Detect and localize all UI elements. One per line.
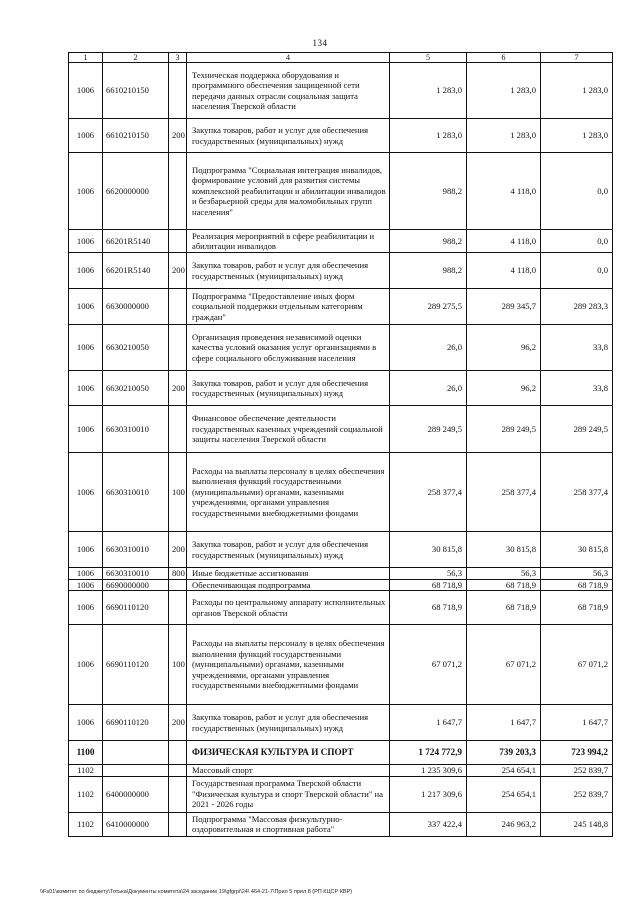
name-cell: Расходы на выплаты персоналу в целях обеспечения выполнения функций государственными (муниципальными) органами, казенными учреждениями, органами управления государственными внебюджетными фондами [187, 453, 390, 532]
amount-cell: 4 118,0 [467, 253, 541, 289]
expense-type-cell: 200 [169, 119, 187, 153]
expense-type-cell [169, 289, 187, 325]
code-cell: 6400000000 [103, 776, 169, 812]
amount-cell: 56,3 [467, 568, 541, 580]
amount-cell: 252 839,7 [541, 776, 613, 812]
code-cell: 6630310010 [103, 532, 169, 568]
amount-cell: 254 654,1 [467, 776, 541, 812]
code-cell: 6620000000 [103, 153, 169, 230]
table-row [69, 741, 613, 765]
code-cell: 66201R5140 [103, 230, 169, 253]
amount-cell: 56,3 [541, 568, 613, 580]
amount-cell: 988,2 [390, 230, 467, 253]
amount-cell: 1 647,7 [541, 705, 613, 741]
file-path-footer: \\Fs01\комитет по бюджету\Тотька\Документы комитета\24 заседание 19\gfgrpi\24\ 464-21-7\Прил 5 прил 8 (РП КЦСР КВР) [40, 889, 353, 895]
amount-cell: 68 718,9 [390, 579, 467, 591]
amount-cell: 1 283,0 [467, 119, 541, 153]
code-cell [103, 765, 169, 777]
code-cell: 6610210150 [103, 119, 169, 153]
column-header-4: 4 [187, 53, 390, 63]
amount-cell: 245 148,8 [541, 812, 613, 836]
table-row [69, 579, 613, 591]
section-cell: 1006 [69, 153, 103, 230]
name-cell: Реализация мероприятий в сфере реабилитации и абилитации инвалидов [187, 230, 390, 253]
column-number-header [69, 53, 613, 63]
amount-cell: 258 377,4 [390, 453, 467, 532]
code-cell: 6610210150 [103, 63, 169, 119]
expense-type-cell [169, 406, 187, 453]
name-cell: Обеспечивающая подпрограмма [187, 579, 390, 591]
amount-cell: 1 283,0 [390, 63, 467, 119]
section-cell: 1006 [69, 371, 103, 406]
amount-cell: 1 217 309,6 [390, 776, 467, 812]
code-cell: 6410000000 [103, 812, 169, 836]
section-cell: 1006 [69, 625, 103, 705]
amount-cell: 68 718,9 [541, 579, 613, 591]
section-cell: 1100 [69, 741, 103, 765]
amount-cell: 723 994,2 [541, 741, 613, 765]
amount-cell: 68 718,9 [467, 591, 541, 625]
amount-cell: 1 724 772,9 [390, 741, 467, 765]
name-cell: Иные бюджетные ассигнования [187, 568, 390, 580]
code-cell: 6630210050 [103, 325, 169, 371]
table-row [69, 253, 613, 289]
amount-cell: 289 249,5 [390, 406, 467, 453]
amount-cell: 1 647,7 [467, 705, 541, 741]
amount-cell: 68 718,9 [390, 591, 467, 625]
column-header-1: 1 [69, 53, 103, 63]
expense-type-cell [169, 63, 187, 119]
amount-cell: 26,0 [390, 325, 467, 371]
amount-cell: 26,0 [390, 371, 467, 406]
column-header-7: 7 [541, 53, 613, 63]
amount-cell: 4 118,0 [467, 153, 541, 230]
section-cell: 1102 [69, 776, 103, 812]
amount-cell: 67 071,2 [467, 625, 541, 705]
amount-cell: 252 839,7 [541, 765, 613, 777]
expense-type-cell: 200 [169, 253, 187, 289]
column-header-3: 3 [169, 53, 187, 63]
code-cell: 6690110120 [103, 591, 169, 625]
amount-cell: 988,2 [390, 153, 467, 230]
section-cell: 1102 [69, 812, 103, 836]
amount-cell: 30 815,8 [390, 532, 467, 568]
amount-cell: 33,8 [541, 371, 613, 406]
table-row [69, 325, 613, 371]
name-cell: Закупка товаров, работ и услуг для обеспечения государственных (муниципальных) нужд [187, 119, 390, 153]
name-cell: Расходы по центральному аппарату исполнительных органов Тверской области [187, 591, 390, 625]
expense-type-cell: 200 [169, 532, 187, 568]
section-cell: 1006 [69, 406, 103, 453]
amount-cell: 96,2 [467, 325, 541, 371]
section-cell: 1102 [69, 765, 103, 777]
amount-cell: 30 815,8 [541, 532, 613, 568]
expense-type-cell: 100 [169, 625, 187, 705]
code-cell: 6630310010 [103, 406, 169, 453]
table-row [69, 532, 613, 568]
section-cell: 1006 [69, 705, 103, 741]
expense-type-cell [169, 230, 187, 253]
amount-cell: 96,2 [467, 371, 541, 406]
table-row [69, 153, 613, 230]
name-cell: Подпрограмма "Предоставление иных форм социальной поддержки отдельным категориям граждан" [187, 289, 390, 325]
amount-cell: 739 203,3 [467, 741, 541, 765]
amount-cell: 337 422,4 [390, 812, 467, 836]
page-number: 134 [312, 38, 328, 48]
amount-cell: 68 718,9 [467, 579, 541, 591]
table-row [69, 119, 613, 153]
name-cell: ФИЗИЧЕСКАЯ КУЛЬТУРА И СПОРТ [187, 741, 390, 765]
budget-table [68, 52, 613, 837]
amount-cell: 1 283,0 [390, 119, 467, 153]
table-row [69, 371, 613, 406]
table-row [69, 625, 613, 705]
name-cell: Закупка товаров, работ и услуг для обеспечения государственных (муниципальных) нужд [187, 532, 390, 568]
expense-type-cell: 200 [169, 705, 187, 741]
amount-cell: 4 118,0 [467, 230, 541, 253]
code-cell [103, 741, 169, 765]
expense-type-cell: 100 [169, 453, 187, 532]
name-cell: Организация проведения независимой оценки качества условий оказания услуг организациями в сфере социального обслуживания населения [187, 325, 390, 371]
section-cell: 1006 [69, 453, 103, 532]
table-row [69, 453, 613, 532]
expense-type-cell [169, 325, 187, 371]
amount-cell: 67 071,2 [390, 625, 467, 705]
column-header-6: 6 [467, 53, 541, 63]
table-row [69, 705, 613, 741]
name-cell: Закупка товаров, работ и услуг для обеспечения государственных (муниципальных) нужд [187, 253, 390, 289]
section-cell: 1006 [69, 289, 103, 325]
table-row [69, 289, 613, 325]
amount-cell: 33,8 [541, 325, 613, 371]
amount-cell: 1 235 309,6 [390, 765, 467, 777]
expense-type-cell [169, 776, 187, 812]
amount-cell: 1 283,0 [541, 63, 613, 119]
table-row [69, 591, 613, 625]
section-cell: 1006 [69, 253, 103, 289]
amount-cell: 289 249,5 [467, 406, 541, 453]
name-cell: Закупка товаров, работ и услуг для обеспечения государственных (муниципальных) нужд [187, 371, 390, 406]
table-row [69, 765, 613, 777]
code-cell: 6630210050 [103, 371, 169, 406]
name-cell: Подпрограмма "Социальная интеграция инвалидов, формирование условий для развития системы комплексной реабилитации и абилитации инвалидов и безбарьерной среды для маломобильных групп населения" [187, 153, 390, 230]
amount-cell: 246 963,2 [467, 812, 541, 836]
amount-cell: 258 377,4 [541, 453, 613, 532]
amount-cell: 0,0 [541, 230, 613, 253]
amount-cell: 289 345,7 [467, 289, 541, 325]
expense-type-cell [169, 591, 187, 625]
code-cell: 6690110120 [103, 705, 169, 741]
expense-type-cell [169, 812, 187, 836]
amount-cell: 289 275,5 [390, 289, 467, 325]
amount-cell: 1 283,0 [467, 63, 541, 119]
section-cell: 1006 [69, 532, 103, 568]
code-cell: 6630000000 [103, 289, 169, 325]
column-header-5: 5 [390, 53, 467, 63]
expense-type-cell [169, 579, 187, 591]
amount-cell: 0,0 [541, 153, 613, 230]
expense-type-cell [169, 153, 187, 230]
code-cell: 6630310010 [103, 568, 169, 580]
name-cell: Государственная программа Тверской области "Физическая культура и спорт Тверской области" на 2021 - 2026 годы [187, 776, 390, 812]
code-cell: 6630310010 [103, 453, 169, 532]
amount-cell: 30 815,8 [467, 532, 541, 568]
name-cell: Финансовое обеспечение деятельности государственных казенных учреждений социальной защиты населения Тверской области [187, 406, 390, 453]
amount-cell: 254 654,1 [467, 765, 541, 777]
amount-cell: 289 283,3 [541, 289, 613, 325]
amount-cell: 258 377,4 [467, 453, 541, 532]
section-cell: 1006 [69, 579, 103, 591]
name-cell: Подпрограмма "Массовая физкультурно-оздоровительная и спортивная работа" [187, 812, 390, 836]
section-cell: 1006 [69, 119, 103, 153]
amount-cell: 0,0 [541, 253, 613, 289]
section-cell: 1006 [69, 325, 103, 371]
table-row [69, 63, 613, 119]
expense-type-cell [169, 765, 187, 777]
section-cell: 1006 [69, 63, 103, 119]
table-row [69, 568, 613, 580]
name-cell: Массовый спорт [187, 765, 390, 777]
table-row [69, 812, 613, 836]
name-cell: Расходы на выплаты персоналу в целях обеспечения выполнения функций государственными (муниципальными) органами, казенными учреждениями, органами управления государственными внебюджетными фондами [187, 625, 390, 705]
expense-type-cell: 200 [169, 371, 187, 406]
name-cell: Техническая поддержка оборудования и программного обеспечения защищенной сети передачи данных отрасли социальная защита населения Тверской области [187, 63, 390, 119]
section-cell: 1006 [69, 591, 103, 625]
amount-cell: 988,2 [390, 253, 467, 289]
amount-cell: 1 647,7 [390, 705, 467, 741]
amount-cell: 56,3 [390, 568, 467, 580]
table-row [69, 776, 613, 812]
section-cell: 1006 [69, 230, 103, 253]
amount-cell: 68 718,9 [541, 591, 613, 625]
amount-cell: 67 071,2 [541, 625, 613, 705]
amount-cell: 1 283,0 [541, 119, 613, 153]
expense-type-cell: 800 [169, 568, 187, 580]
code-cell: 66201R5140 [103, 253, 169, 289]
expense-type-cell [169, 741, 187, 765]
amount-cell: 289 249,5 [541, 406, 613, 453]
code-cell: 6690000000 [103, 579, 169, 591]
code-cell: 6690110120 [103, 625, 169, 705]
column-header-2: 2 [103, 53, 169, 63]
table-row [69, 230, 613, 253]
table-row [69, 406, 613, 453]
name-cell: Закупка товаров, работ и услуг для обеспечения государственных (муниципальных) нужд [187, 705, 390, 741]
section-cell: 1006 [69, 568, 103, 580]
